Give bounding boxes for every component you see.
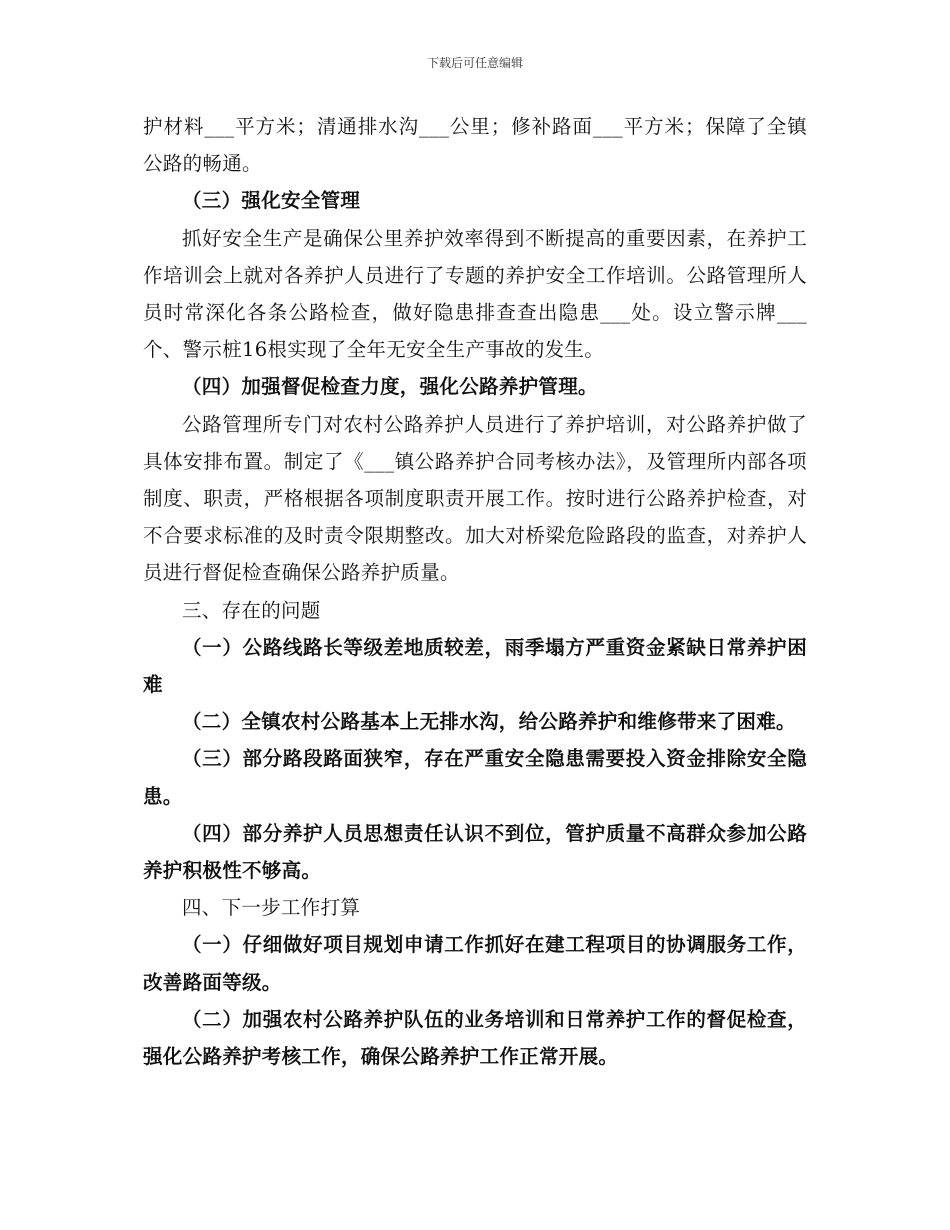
problem-item-1: （一）公路线路长等级差地质较差，雨季塌方严重资金紧缺日常养护困难: [143, 635, 807, 697]
document-body: [143, 108, 807, 1075]
problem-item-2: （二）全镇农村公路基本上无排水沟，给公路养护和维修带来了困难。: [182, 710, 796, 734]
problem-item-3: （三）部分路段路面狭窄，存在严重安全隐患需要投入资金排除安全隐患。: [143, 747, 807, 808]
paragraph-supervision: 公路管理所专门对农村公路养护人员进行了养护培训，对公路养护做了具体安排布置。制定了《___镇公路养护合同考核办法》，及管理所内部各项制度、职责，严格根据各项制度职责开展工作。按时进行公路养护检查，对不合要求标准的及时责令限期整改。加大对桥梁危险路段的监查，对养护人员进行督促检查确保公路养护质量。: [143, 412, 807, 585]
paragraph-safety: 抓好安全生产是确保公里养护效率得到不断提高的重要因素，在养护工作培训会上就对各养护人员进行了专题的养护安全工作培训。公路管理所人员时常深化各条公路检查，做好隐患排查查出隐患___处。设立警示牌___个、警示桩16根实现了全年无安全生产事故的发生。: [143, 226, 807, 362]
section-heading-next-steps: 四、下一步工作打算: [182, 896, 361, 920]
plan-item-2: （二）加强农村公路养护队伍的业务培训和日常养护工作的督促检查，强化公路养护考核工作，确保公路养护工作正常开展。: [143, 1007, 807, 1069]
paragraph-materials: 护材料___平方米；清通排水沟___公里；修补路面___平方米；保障了全镇公路的畅通。: [143, 115, 807, 176]
problem-item-4: （四）部分养护人员思想责任认识不到位，管护质量不高群众参加公路养护积极性不够高。: [143, 821, 807, 883]
page-header: 下载后可任意编辑: [426, 56, 523, 70]
heading-safety-management: （三）强化安全管理: [182, 189, 361, 213]
section-heading-problems: 三、存在的问题: [182, 598, 321, 622]
heading-supervision: （四）加强督促检查力度，强化公路养护管理。: [182, 375, 598, 399]
plan-item-1: （一）仔细做好项目规划申请工作抓好在建工程项目的协调服务工作，改善路面等级。: [143, 933, 807, 994]
